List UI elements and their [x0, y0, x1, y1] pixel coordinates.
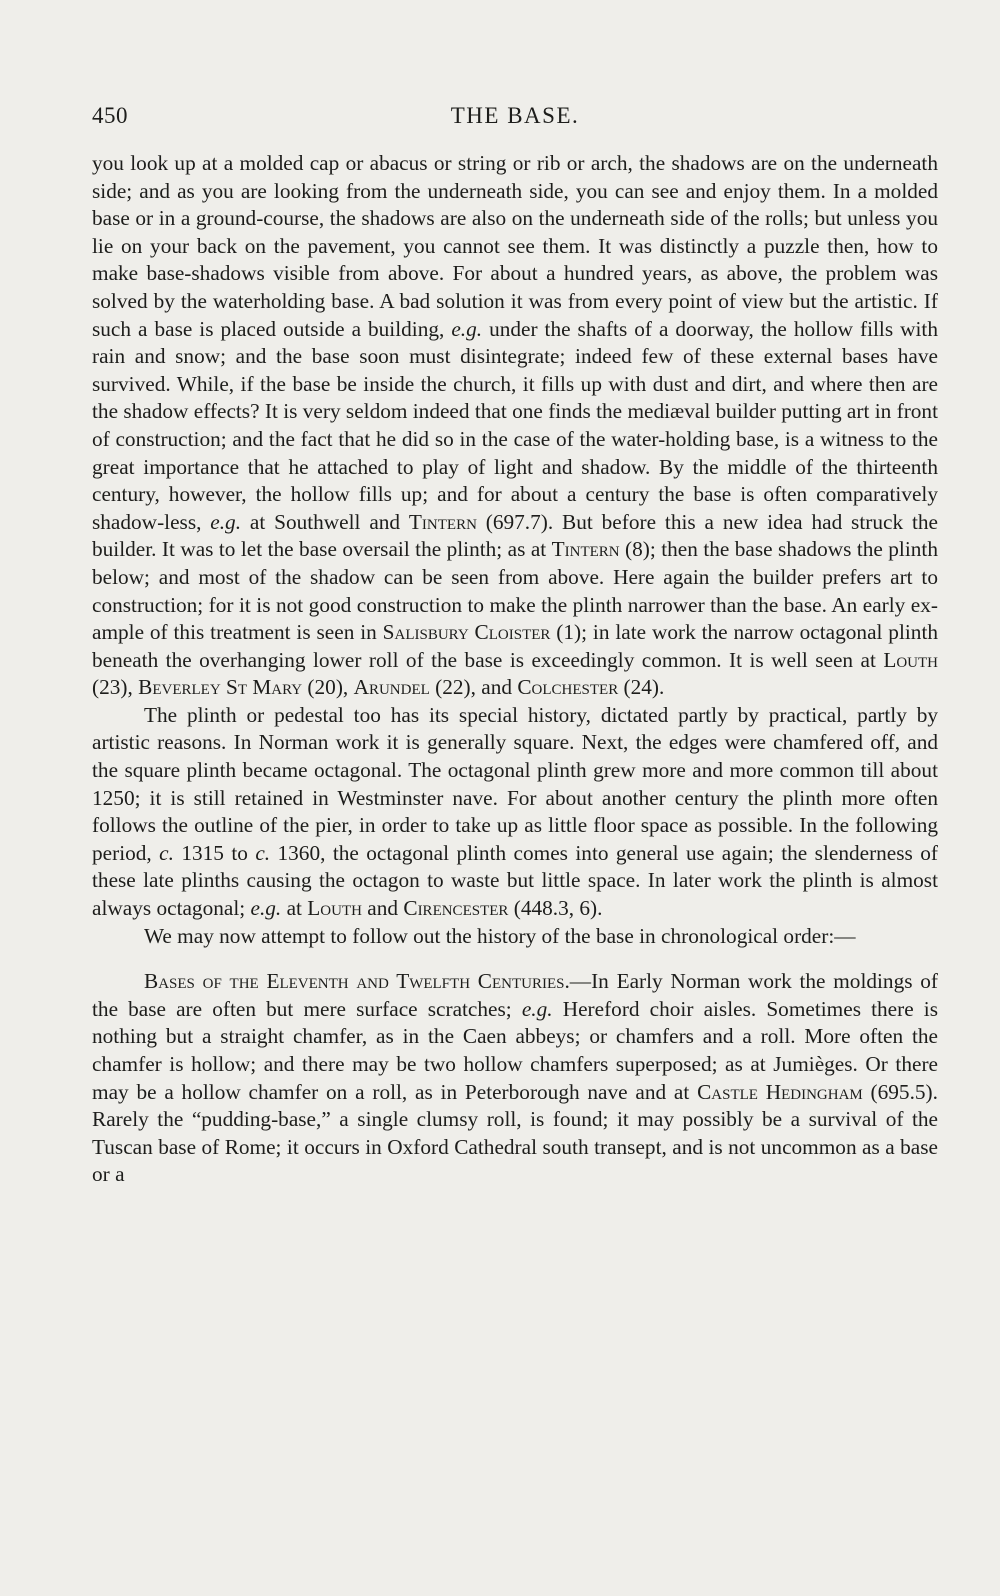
small-caps-text: Tintern [408, 509, 477, 534]
text-run: (448.3, 6). [508, 896, 603, 921]
italic-text: c. [255, 840, 271, 865]
paragraph-4 [92, 968, 938, 1189]
small-caps-text: Salisbury Cloister [382, 620, 551, 645]
text-run: (23), [92, 675, 139, 700]
page-number: 450 [92, 103, 128, 128]
text-run: and [361, 896, 404, 921]
italic-text: c. [159, 840, 174, 865]
small-caps-text: Arundel [353, 675, 430, 700]
small-caps-text: Beverley St Mary [138, 675, 303, 700]
small-caps-text: Castle Hedingham [697, 1079, 863, 1104]
text-run: under the shafts of a doorway, the hollow fills with rain and snow; and the base soon must disintegrate; indeed few of these external bases have survived. While, if the base be inside the church, it fills up with dust and dirt, and where then are the shadow effects? It is very seldom indeed that one finds the mediæval builder putting art in front of construction; and the fact that he did so in the case of the water-holding base, is a witness to the great importance that he attached to play of light and shadow. By the middle of the thirteenth century, however, the hollow fills up; and for about a century the base is often comparatively shadow-less, [92, 316, 938, 534]
text-run: (8); then the base shadows the plinth below; and most of the shadow can be seen from above. Here again the builder prefers art to construction; for it is not good construction to make the plinth narrower than the base. An early ex-ample of this treatment is seen in [92, 537, 938, 645]
text-run: (24). [618, 675, 665, 700]
text-run: The plinth or pedestal too has its special history, dictated partly by practical, partly by artistic reasons. In Norman work it is generally square. Next, the edges were chamfered off, and the square plinth became octagonal. The octagonal plinth grew more and more common till about 1250; it is still retained in Westminster nave. For about another century the plinth more often follows the outline of the pier, in order to take up as little floor space as possible. In the following period, [92, 702, 938, 865]
small-caps-text: Tintern [551, 537, 620, 562]
small-caps-text: Bases of the Eleventh and Twelfth Centuries. [144, 969, 570, 994]
paragraph-3 [92, 923, 938, 951]
text-run: (22), and [429, 675, 518, 700]
paragraph-1 [92, 150, 938, 702]
italic-text: e.g. [451, 316, 483, 341]
text-run: at [281, 896, 308, 921]
text-body [92, 150, 938, 1189]
text-run: Hereford choir aisles. Sometimes there is nothing but a straight chamfer, as in the Caen abbeys; or chamfers and a roll. More often the chamfer is hollow; and there may be two hollow chamfers superposed; as at Jumièges. Or there may be a hollow chamfer on a roll, as in Peterborough nave and at [92, 996, 938, 1104]
italic-text: e.g. [521, 996, 553, 1021]
running-title: THE BASE. [450, 103, 580, 128]
text-run: (1); in late work the narrow octagonal plinth beneath the overhanging lower roll of the base is exceedingly common. It is well seen at [92, 620, 939, 672]
italic-text: e.g. [210, 509, 242, 534]
text-run: (20), [302, 675, 354, 700]
text-run: you look up at a molded cap or abacus or string or rib or arch, the shadows are on the underneath side; and as you are looking from the underneath side, you can see and enjoy them. In a molded base or in a ground-course, the shadows are also on the underneath side of the rolls; but unless you lie on your back on the pavement, you cannot see them. It was distinctly a puzzle then, how to make base-shadows visible from above. For about a hundred years, as above, the problem was solved by the waterholding base. A bad solution it was from every point of view but the artistic. If such a base is placed outside a building, [92, 151, 938, 341]
text-run: We may now attempt to follow out the history of the base in chronological order:— [144, 923, 856, 948]
italic-text: e.g. [250, 896, 282, 921]
text-run: at Southwell and [241, 509, 409, 534]
text-run: —In Early Norman work the moldings of the base are often but mere surface scratches; [92, 969, 938, 1021]
paragraph-2 [92, 702, 938, 923]
text-run: 1315 to [173, 840, 256, 865]
small-caps-text: Cirencester [403, 896, 509, 921]
small-caps-text: Colchester [517, 675, 619, 700]
text-run: 1360, the octagonal plinth comes into general use again; the slenderness of these late plinths causing the octagon to waste but little space. In later work the plinth is almost always octagonal; [92, 840, 938, 921]
running-head [92, 103, 938, 133]
small-caps-text: Louth [883, 647, 938, 672]
text-run: (697.7). But before this a new idea had struck the builder. It was to let the base oversail the plinth; as at [92, 509, 938, 562]
small-caps-text: Louth [307, 896, 362, 921]
text-run: (695.5). Rarely the “pudding-base,” a single clumsy roll, is found; it may possibly be a survival of the Tuscan base of Rome; it occurs in Oxford Cathedral south transept, and is not uncommon as a base or a [92, 1079, 938, 1187]
